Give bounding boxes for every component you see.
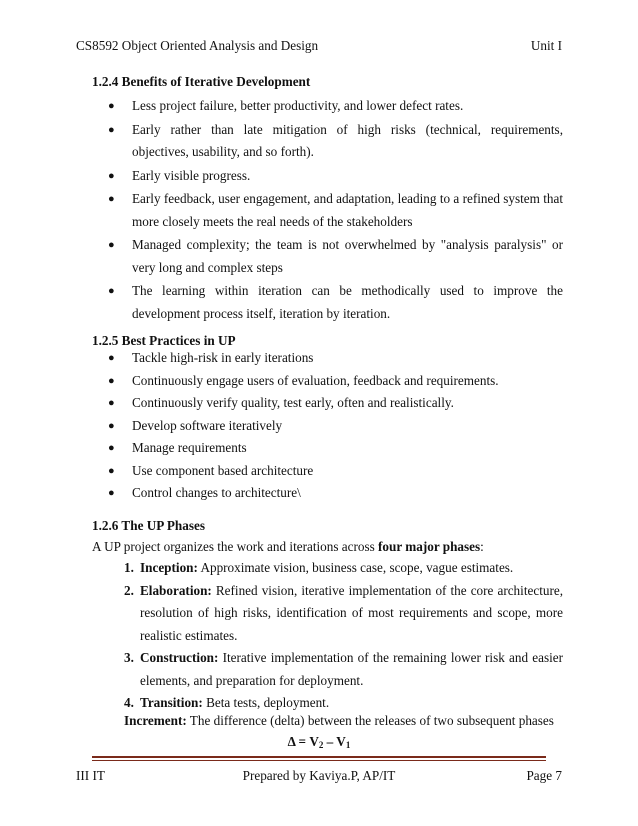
list-item: 1. Inception: Approximate vision, business case, scope, vague estimates. bbox=[124, 560, 514, 575]
list-item: ● Continuously engage users of evaluation, feedback and requirements. bbox=[108, 370, 563, 393]
list-item: ● Continuously verify quality, test early, often and realistically. bbox=[108, 392, 563, 415]
benefits-list bbox=[108, 95, 563, 325]
increment-definition: Increment: The difference (delta) between the releases of two subsequent phases bbox=[124, 713, 554, 728]
footer-left: III IT bbox=[76, 768, 105, 783]
best-practices-list bbox=[108, 347, 563, 505]
delta-formula: $\Delta = V_2 - V_1$ bbox=[287, 734, 351, 750]
list-item: 2. Elaboration: Refined vision, iterative implementation of the core architecture, resolution of high risks, identification of most requirements and scope, more realistic estimates. bbox=[124, 582, 563, 643]
list-item: ● Early feedback, user engagement, and adaptation, leading to a refined system that more closely meets the real needs of the stakeholders bbox=[108, 188, 563, 233]
list-item: ● The learning within iteration can be methodically used to improve the development process itself, iteration by iteration. bbox=[108, 280, 563, 325]
section-126-title: 1.2.6 The UP Phases bbox=[92, 518, 205, 533]
bullet-icon: ● bbox=[108, 352, 115, 364]
list-item: ● Less project failure, better productivity, and lower defect rates. bbox=[108, 95, 563, 118]
bullet-icon: ● bbox=[108, 100, 115, 112]
list-item: ● Manage requirements bbox=[108, 437, 563, 460]
list-item: ● Use component based architecture bbox=[108, 460, 563, 483]
bullet-icon: ● bbox=[108, 487, 115, 499]
bullet-icon: ● bbox=[108, 285, 115, 297]
bullet-icon: ● bbox=[108, 193, 115, 205]
bullet-icon: ● bbox=[108, 442, 115, 454]
bullet-icon: ● bbox=[108, 419, 115, 432]
list-item: 3. Construction: Iterative implementation of the remaining lower risk and easier elements, and preparation for deployment. bbox=[124, 650, 563, 688]
header-left: CS8592 Object Oriented Analysis and Design bbox=[76, 38, 319, 53]
phases-intro: A UP project organizes the work and iterations across four major phases: bbox=[92, 539, 484, 554]
list-item: ● Managed complexity; the team is not overwhelmed by "analysis paralysis" or very long and complex steps bbox=[108, 234, 563, 279]
phases-list bbox=[124, 557, 563, 715]
section-124-title: 1.2.4 Benefits of Iterative Development bbox=[92, 74, 311, 89]
bullet-icon: ● bbox=[108, 464, 115, 477]
bullet-icon: ● bbox=[108, 374, 115, 387]
footer-page-number: Page 7 bbox=[526, 768, 562, 783]
bullet-icon: ● bbox=[108, 397, 115, 409]
list-item: ● Early rather than late mitigation of high risks (technical, requirements, objectives, usability, and so forth). bbox=[108, 119, 563, 164]
section-125-title: 1.2.5 Best Practices in UP bbox=[92, 333, 236, 348]
footer-rule bbox=[92, 756, 546, 758]
footer-rule-thin bbox=[92, 760, 546, 761]
bullet-icon: ● bbox=[108, 239, 115, 251]
list-item: ● Early visible progress. bbox=[108, 165, 563, 188]
bullet-icon: ● bbox=[108, 123, 115, 136]
header-right: Unit I bbox=[530, 38, 562, 53]
list-item: 4. Transition: Beta tests, deployment. bbox=[124, 695, 330, 710]
footer-center: Prepared by Kaviya.P, AP/IT bbox=[242, 768, 396, 783]
list-item: ● Tackle high-risk in early iterations bbox=[108, 347, 563, 370]
list-item: ● Develop software iteratively bbox=[108, 415, 563, 438]
list-item: ● Control changes to architecture\ bbox=[108, 482, 563, 505]
bullet-icon: ● bbox=[108, 169, 115, 182]
